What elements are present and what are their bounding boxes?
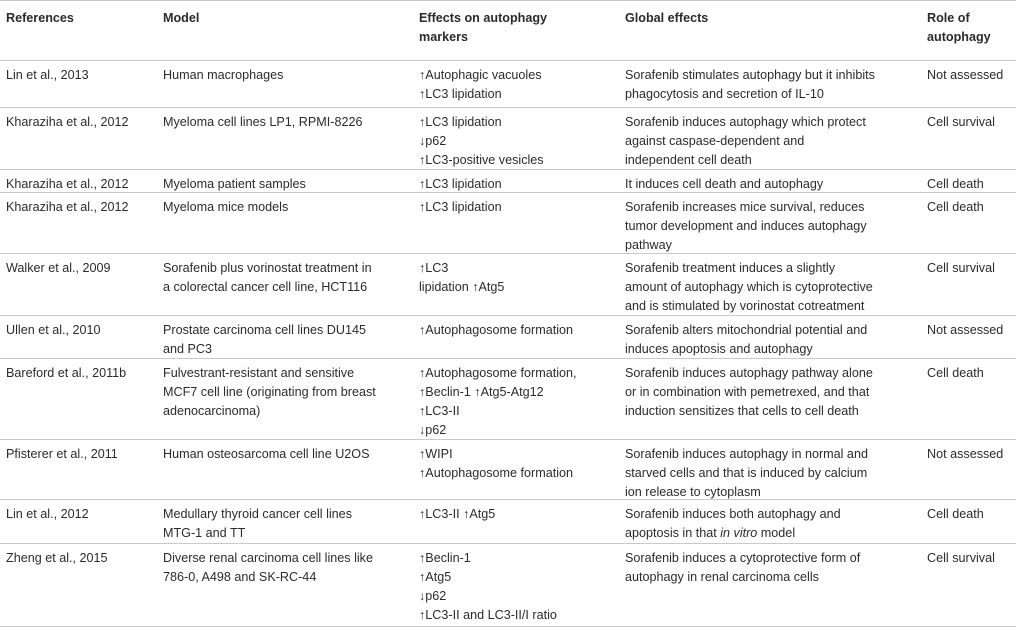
role-text: Cell death <box>927 366 984 380</box>
markers-line: ↑LC3 lipidation <box>419 177 502 191</box>
global-effects-cell <box>625 316 927 358</box>
role-text: Not assessed <box>927 68 1004 82</box>
role-text: Not assessed <box>927 323 1004 337</box>
reference-text: Ullen et al., 2010 <box>6 323 101 337</box>
table-row <box>0 359 1016 440</box>
role-text: Cell death <box>927 507 984 521</box>
markers-line: ↑Atg5 <box>419 570 452 584</box>
markers-line: ↑WIPI <box>419 447 453 461</box>
markers-cell <box>419 61 625 107</box>
markers-line: ↑LC3 lipidation <box>419 200 502 214</box>
global-tail-text: model <box>757 526 796 540</box>
global-line: Sorafenib stimulates autophagy but it inhibits <box>625 68 875 82</box>
model-cell <box>163 108 419 169</box>
table-row <box>0 61 1016 108</box>
model-cell <box>163 193 419 253</box>
model-line: Myeloma cell lines LP1, RPMI-8226 <box>163 115 363 129</box>
role-cell <box>927 500 1016 543</box>
role-text: Cell survival <box>927 261 995 275</box>
table-header-row <box>0 0 1016 61</box>
global-effects-cell <box>625 359 927 439</box>
role-cell <box>927 316 1016 358</box>
markers-line: ↑Autophagosome formation <box>419 466 574 480</box>
role-cell <box>927 61 1016 107</box>
global-line: induction sensitizes that cells to cell death <box>625 404 859 418</box>
global-effects-cell <box>625 254 927 315</box>
markers-cell <box>419 500 625 543</box>
role-cell <box>927 254 1016 315</box>
global-italic-text: in vitro <box>720 526 758 540</box>
global-line: ion release to cytoplasm <box>625 485 761 499</box>
global-effects-cell <box>625 500 927 543</box>
markers-line: ↑LC3-positive vesicles <box>419 153 544 167</box>
markers-line: ↑Autophagic vacuoles <box>419 68 542 82</box>
global-line: Sorafenib induces autophagy pathway alone <box>625 366 873 380</box>
model-cell <box>163 544 419 626</box>
global-line: apoptosis in that <box>625 526 717 540</box>
model-line: Fulvestrant-resistant and sensitive <box>163 366 355 380</box>
header-markers: Effects on autophagy markers <box>419 11 548 44</box>
model-line: MTG-1 and TT <box>163 526 246 540</box>
global-line: independent cell death <box>625 153 752 167</box>
reference-cell <box>0 316 163 358</box>
global-effects-cell <box>625 108 927 169</box>
reference-cell <box>0 544 163 626</box>
reference-cell <box>0 193 163 253</box>
model-line: adenocarcinoma) <box>163 404 261 418</box>
reference-cell <box>0 108 163 169</box>
model-line: and PC3 <box>163 342 213 356</box>
model-cell <box>163 170 419 192</box>
header-global: Global effects <box>625 11 709 25</box>
role-text: Not assessed <box>927 447 1004 461</box>
markers-cell <box>419 544 625 626</box>
role-cell <box>927 108 1016 169</box>
markers-cell <box>419 316 625 358</box>
model-cell <box>163 254 419 315</box>
model-line: Myeloma mice models <box>163 200 289 214</box>
markers-line: ↑Autophagosome formation <box>419 323 574 337</box>
markers-line: ↑LC3-II and LC3-II/I ratio <box>419 608 557 622</box>
global-line: and is stimulated by vorinostat cotreatment <box>625 299 865 313</box>
role-text: Cell death <box>927 177 984 191</box>
global-line: or in combination with pemetrexed, and that <box>625 385 870 399</box>
role-cell <box>927 440 1016 499</box>
role-text: Cell death <box>927 200 984 214</box>
global-line: Sorafenib treatment induces a slightly <box>625 261 836 275</box>
table-row <box>0 500 1016 544</box>
global-line: Sorafenib induces a cytoprotective form of <box>625 551 861 565</box>
markers-line: ↑LC3 lipidation <box>419 87 502 101</box>
model-cell <box>163 316 419 358</box>
table-row <box>0 316 1016 359</box>
global-effects-cell <box>625 61 927 107</box>
global-line: autophagy in renal carcinoma cells <box>625 570 819 584</box>
header-references: References <box>6 11 74 25</box>
global-line: It induces cell death and autophagy <box>625 177 824 191</box>
reference-text: Zheng et al., 2015 <box>6 551 108 565</box>
global-line: pathway <box>625 238 672 252</box>
markers-line: ↑LC3 <box>419 261 449 275</box>
global-line: amount of autophagy which is cytoprotective <box>625 280 873 294</box>
reference-text: Kharaziha et al., 2012 <box>6 115 129 129</box>
markers-line: ↑Beclin-1 ↑Atg5-Atg12 <box>419 385 544 399</box>
model-cell <box>163 500 419 543</box>
reference-cell <box>0 500 163 543</box>
model-line: Sorafenib plus vorinostat treatment in <box>163 261 372 275</box>
markers-cell <box>419 359 625 439</box>
reference-text: Bareford et al., 2011b <box>6 366 127 380</box>
markers-line: ↑LC3-II <box>419 404 460 418</box>
global-line: tumor development and induces autophagy <box>625 219 867 233</box>
markers-cell <box>419 440 625 499</box>
model-line: Diverse renal carcinoma cell lines like <box>163 551 373 565</box>
reference-text: Walker et al., 2009 <box>6 261 111 275</box>
table-row <box>0 193 1016 254</box>
markers-line: ↑Beclin-1 <box>419 551 471 565</box>
model-line: Human macrophages <box>163 68 284 82</box>
table-row <box>0 170 1016 193</box>
global-line: against caspase-dependent and <box>625 134 805 148</box>
role-cell <box>927 359 1016 439</box>
markers-cell <box>419 108 625 169</box>
model-line: Human osteosarcoma cell line U2OS <box>163 447 370 461</box>
markers-line: ↓p62 <box>419 589 447 603</box>
header-model: Model <box>163 11 200 25</box>
global-line: phagocytosis and secretion of IL-10 <box>625 87 824 101</box>
header-role: Role of autophagy <box>927 11 991 44</box>
global-line: starved cells and that is induced by calcium <box>625 466 868 480</box>
model-line: a colorectal cancer cell line, HCT116 <box>163 280 368 294</box>
global-line: Sorafenib increases mice survival, reduces <box>625 200 865 214</box>
markers-line: ↑LC3-II ↑Atg5 <box>419 507 496 521</box>
model-cell <box>163 440 419 499</box>
role-cell <box>927 170 1016 192</box>
reference-cell <box>0 359 163 439</box>
markers-line: lipidation ↑Atg5 <box>419 280 505 294</box>
model-cell <box>163 61 419 107</box>
global-effects-cell <box>625 193 927 253</box>
markers-line: ↓p62 <box>419 134 447 148</box>
role-text: Cell survival <box>927 115 995 129</box>
role-text: Cell survival <box>927 551 995 565</box>
table-row <box>0 108 1016 170</box>
global-line: Sorafenib alters mitochondrial potential and <box>625 323 868 337</box>
global-effects-cell <box>625 440 927 499</box>
markers-line: ↑LC3 lipidation <box>419 115 502 129</box>
markers-cell <box>419 193 625 253</box>
global-effects-cell <box>625 170 927 192</box>
table-row <box>0 254 1016 316</box>
model-line: MCF7 cell line (originating from breast <box>163 385 376 399</box>
global-line: Sorafenib induces both autophagy and <box>625 507 841 521</box>
reference-text: Pfisterer et al., 2011 <box>6 447 118 461</box>
table-row <box>0 544 1016 627</box>
role-cell <box>927 193 1016 253</box>
markers-cell <box>419 254 625 315</box>
model-line: Medullary thyroid cancer cell lines <box>163 507 352 521</box>
model-line: Myeloma patient samples <box>163 177 306 191</box>
markers-line: ↓p62 <box>419 423 447 437</box>
reference-text: Lin et al., 2012 <box>6 507 89 521</box>
global-line: Sorafenib induces autophagy which protect <box>625 115 866 129</box>
markers-cell <box>419 170 625 192</box>
reference-cell <box>0 440 163 499</box>
model-line: 786-0, A498 and SK-RC-44 <box>163 570 317 584</box>
reference-cell <box>0 254 163 315</box>
table-row <box>0 440 1016 500</box>
markers-line: ↑Autophagosome formation, <box>419 366 577 380</box>
model-cell <box>163 359 419 439</box>
model-line: Prostate carcinoma cell lines DU145 <box>163 323 366 337</box>
reference-cell <box>0 61 163 107</box>
reference-text: Kharaziha et al., 2012 <box>6 177 129 191</box>
global-line: induces apoptosis and autophagy <box>625 342 813 356</box>
reference-text: Lin et al., 2013 <box>6 68 89 82</box>
reference-text: Kharaziha et al., 2012 <box>6 200 129 214</box>
role-cell <box>927 544 1016 626</box>
global-line: Sorafenib induces autophagy in normal and <box>625 447 868 461</box>
global-effects-cell <box>625 544 927 626</box>
reference-cell <box>0 170 163 192</box>
